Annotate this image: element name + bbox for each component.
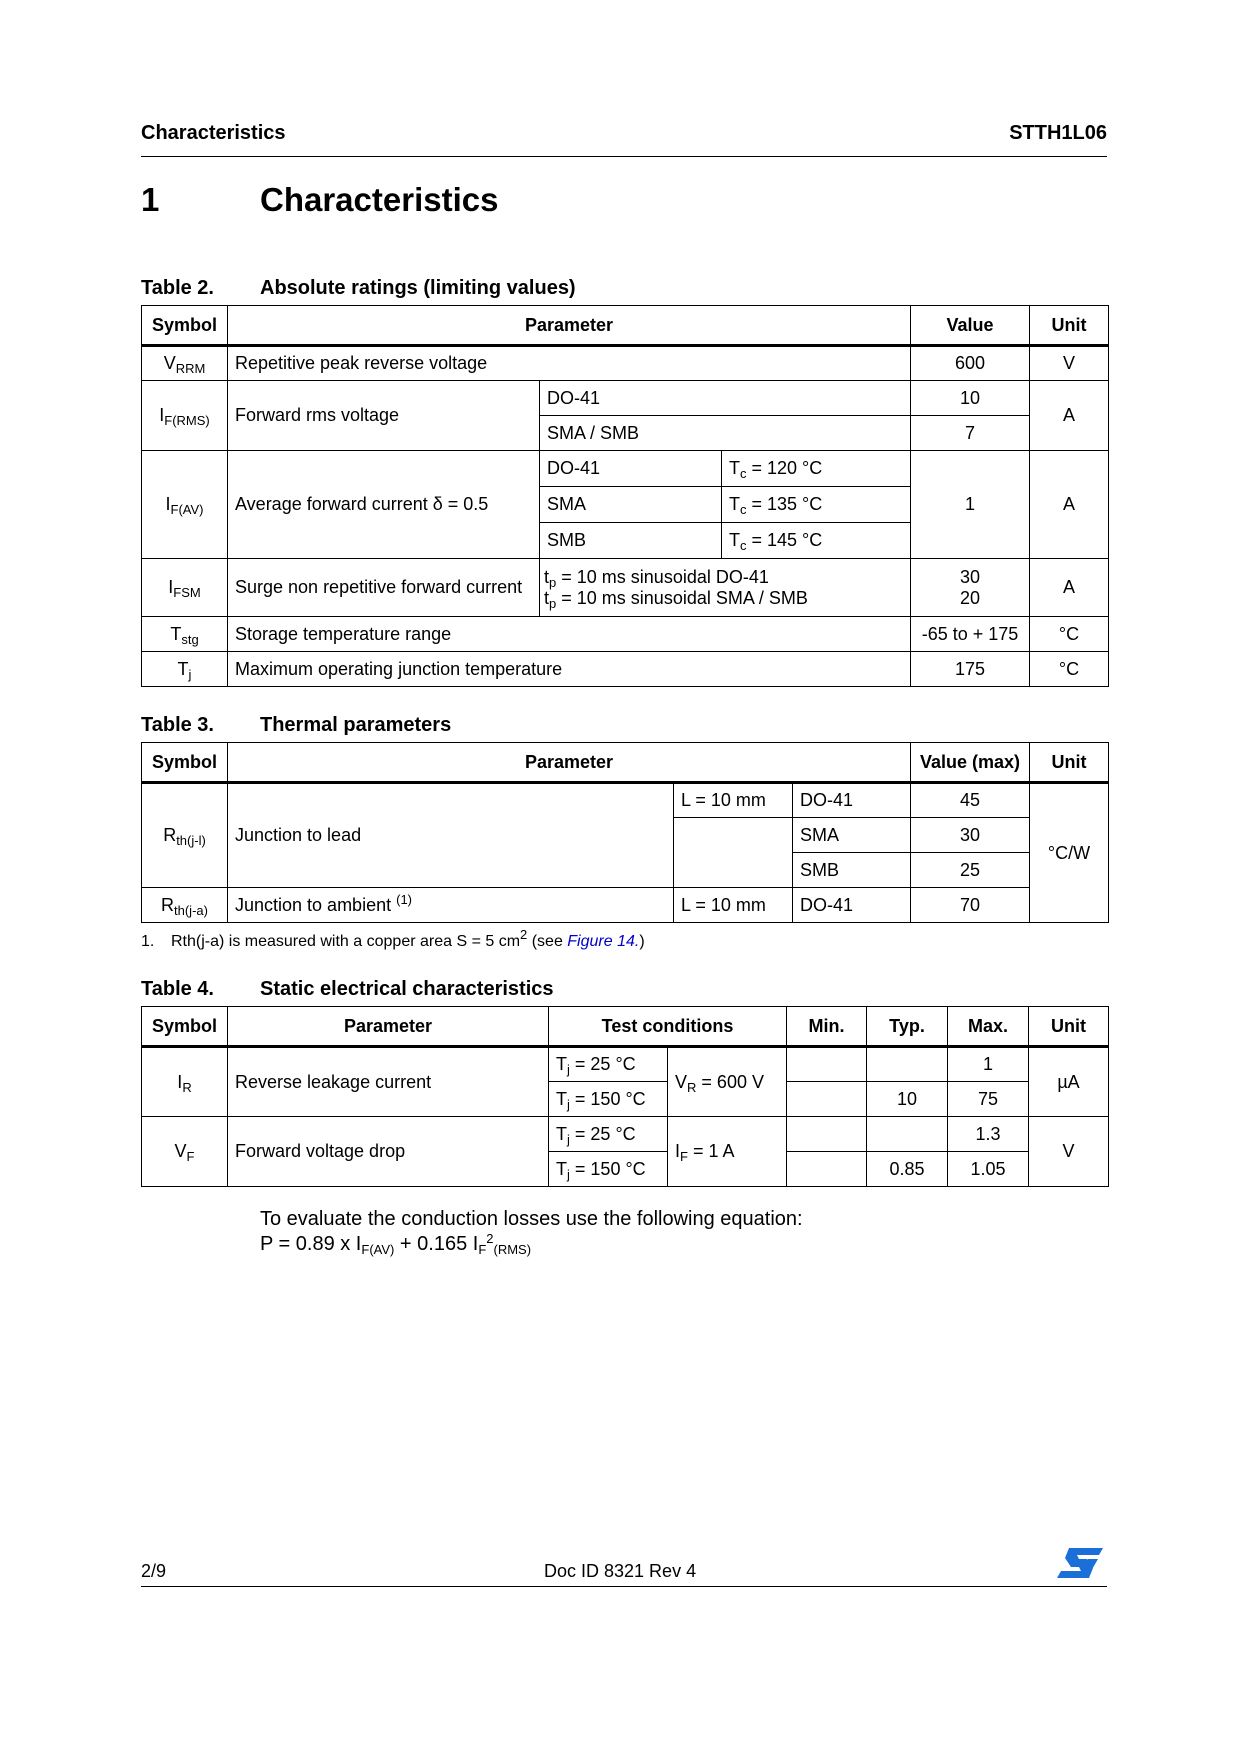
typ-cell [867,1117,948,1152]
symbol-cell: $I_{F(RMS)}$ [142,381,228,451]
col-parameter: Parameter [228,1007,549,1047]
symbol-cell: $T_{stg}$ [142,617,228,652]
unit-cell: A [1030,451,1109,559]
parameter-cell: Average forward current δ = 0.5 [228,451,540,559]
condition-cell: $t_p = 10$ ms sinusoidal DO-41 $t_p = 10$ ms sinusoidal SMA / SMB [540,559,911,617]
col-min: Min. [787,1007,867,1047]
unit-cell: µA [1029,1047,1109,1117]
condition-cell: $I_F = 1$ A [668,1117,787,1187]
table2-title: Absolute ratings (limiting values) [260,277,576,299]
symbol-cell: $T_j$ [142,652,228,687]
parameter-cell: Maximum operating junction temperature [228,652,911,687]
page-header [141,120,1107,157]
equation-intro: To evaluate the conduction losses use the following equation: [260,1208,803,1230]
col-max: Max. [948,1007,1029,1047]
value-cell: 45 [911,783,1030,818]
package-cell: SMB [793,853,911,888]
st-logo-s-shape [1057,1548,1103,1578]
symbol-cell: $I_{FSM}$ [142,559,228,617]
table-row [142,652,1109,687]
value-cell: 7 [911,416,1030,451]
table3-label: Table 3. [141,714,214,736]
figure-14-link[interactable]: Figure 14. [567,933,640,950]
package-cell: DO-41 [793,783,911,818]
table-row [142,617,1109,652]
table-row [142,381,1109,416]
header-part-number: STTH1L06 [1009,122,1107,144]
length-cell: L = 10 mm [674,888,793,923]
value-cell: 175 [911,652,1030,687]
unit-cell: A [1030,381,1109,451]
col-unit: Unit [1030,743,1109,783]
unit-cell: V [1030,346,1109,381]
table2-absolute-ratings [141,305,1109,687]
package-cell: SMA [540,487,722,523]
table3-title: Thermal parameters [260,714,452,736]
table-header-row [142,743,1109,783]
package-cell: SMA [793,818,911,853]
col-symbol: Symbol [142,306,228,346]
typ-cell: 10 [867,1082,948,1117]
symbol-cell: $R_{th(j-l)}$ [142,783,228,888]
table-row [142,1047,1109,1082]
table-row [142,451,1109,487]
table2-label: Table 2. [141,277,214,299]
condition-cell: $V_R = 600$ V [668,1047,787,1117]
footnote-text: Rth(j-a) is measured with a copper area S = 5 cm [171,933,521,950]
package-cell: SMB [540,523,722,559]
value-cell: 30 20 [911,559,1030,617]
value-cell: 600 [911,346,1030,381]
parameter-cell: Junction to ambient $^{(1)}$ [228,888,674,923]
doc-id: Doc ID 8321 Rev 4 [544,1561,697,1581]
table4-title: Static electrical characteristics [260,978,554,1000]
temp-cell: $T_j = 25$ °C [549,1117,668,1152]
max-cell: 1 [948,1047,1029,1082]
temp-cell: $T_j = 25$ °C [549,1047,668,1082]
table4-caption [141,978,554,1001]
case-temp-cell: $T_c = 120$ °C [722,451,911,487]
min-cell [787,1082,867,1117]
package-cell: DO-41 [540,451,722,487]
package-cell: SMA / SMB [540,416,911,451]
st-logo-icon [1055,1546,1105,1585]
symbol-cell: $I_{F(AV)}$ [142,451,228,559]
parameter-cell: Surge non repetitive forward current [228,559,540,617]
conduction-loss-equation [260,1207,803,1257]
symbol-cell: $V_{RRM}$ [142,346,228,381]
table3-footnote: 1. Rth(j-a) is measured with a copper area S = 5 $cm^2$ (see Figure 14.) [141,927,645,950]
symbol-cell: $V_F$ [142,1117,228,1187]
table4-static-electrical [141,1006,1109,1187]
value-cell: 1 [911,451,1030,559]
parameter-cell: Forward rms voltage [228,381,540,451]
section-title [141,181,498,219]
col-unit: Unit [1030,306,1109,346]
temp-cell: $T_j = 150$ °C [549,1152,668,1187]
section-title-text: Characteristics [260,181,499,218]
value-cell: 30 [911,818,1030,853]
table2-caption [141,277,576,300]
table-row [142,346,1109,381]
package-cell: DO-41 [540,381,911,416]
case-temp-cell: $T_c = 135$ °C [722,487,911,523]
length-cell-empty [674,818,793,888]
col-value: Value [911,306,1030,346]
table-header-row [142,1007,1109,1047]
table-row [142,559,1109,617]
table3-thermal-parameters [141,742,1109,923]
parameter-cell: Repetitive peak reverse voltage [228,346,911,381]
temp-cell: $T_j = 150$ °C [549,1082,668,1117]
col-symbol: Symbol [142,1007,228,1047]
table-header-row [142,306,1109,346]
table-row [142,783,1109,818]
value-cell: -65 to + 175 [911,617,1030,652]
page-number: 2/9 [141,1561,167,1581]
col-unit: Unit [1029,1007,1109,1047]
unit-cell: °C [1030,617,1109,652]
col-test-conditions: Test conditions [549,1007,787,1047]
parameter-cell: Storage temperature range [228,617,911,652]
length-cell: L = 10 mm [674,783,793,818]
section-number: 1 [141,181,160,218]
unit-cell: A [1030,559,1109,617]
page-footer [141,1560,1107,1587]
unit-cell: V [1029,1117,1109,1187]
col-value: Value (max) [911,743,1030,783]
parameter-cell: Forward voltage drop [228,1117,549,1187]
value-cell: 25 [911,853,1030,888]
symbol-cell: $R_{th(j-a)}$ [142,888,228,923]
table-row [142,888,1109,923]
footnote-number: 1. [141,933,155,950]
typ-cell [867,1047,948,1082]
min-cell [787,1047,867,1082]
unit-cell: °C [1030,652,1109,687]
table3-caption [141,714,451,737]
parameter-cell: Reverse leakage current [228,1047,549,1117]
table4-label: Table 4. [141,978,214,1000]
col-parameter: Parameter [228,743,911,783]
symbol-cell: $I_R$ [142,1047,228,1117]
max-cell: 75 [948,1082,1029,1117]
unit-cell: °C/W [1030,783,1109,923]
case-temp-cell: $T_c = 145$ °C [722,523,911,559]
col-typ: Typ. [867,1007,948,1047]
min-cell [787,1117,867,1152]
parameter-cell: Junction to lead [228,783,674,888]
col-parameter: Parameter [228,306,911,346]
package-cell: DO-41 [793,888,911,923]
max-cell: 1.3 [948,1117,1029,1152]
typ-cell: 0.85 [867,1152,948,1187]
col-symbol: Symbol [142,743,228,783]
table-row [142,1117,1109,1152]
value-cell: 70 [911,888,1030,923]
value-cell: 10 [911,381,1030,416]
max-cell: 1.05 [948,1152,1029,1187]
footnote-ref: (1) [396,891,412,907]
equation-formula: P = 0.89 x $I_{F(AV)} + 0.165$ $I_F^2_{(RMS)}$ [260,1231,532,1257]
min-cell [787,1152,867,1187]
header-section-name: Characteristics [141,122,286,144]
